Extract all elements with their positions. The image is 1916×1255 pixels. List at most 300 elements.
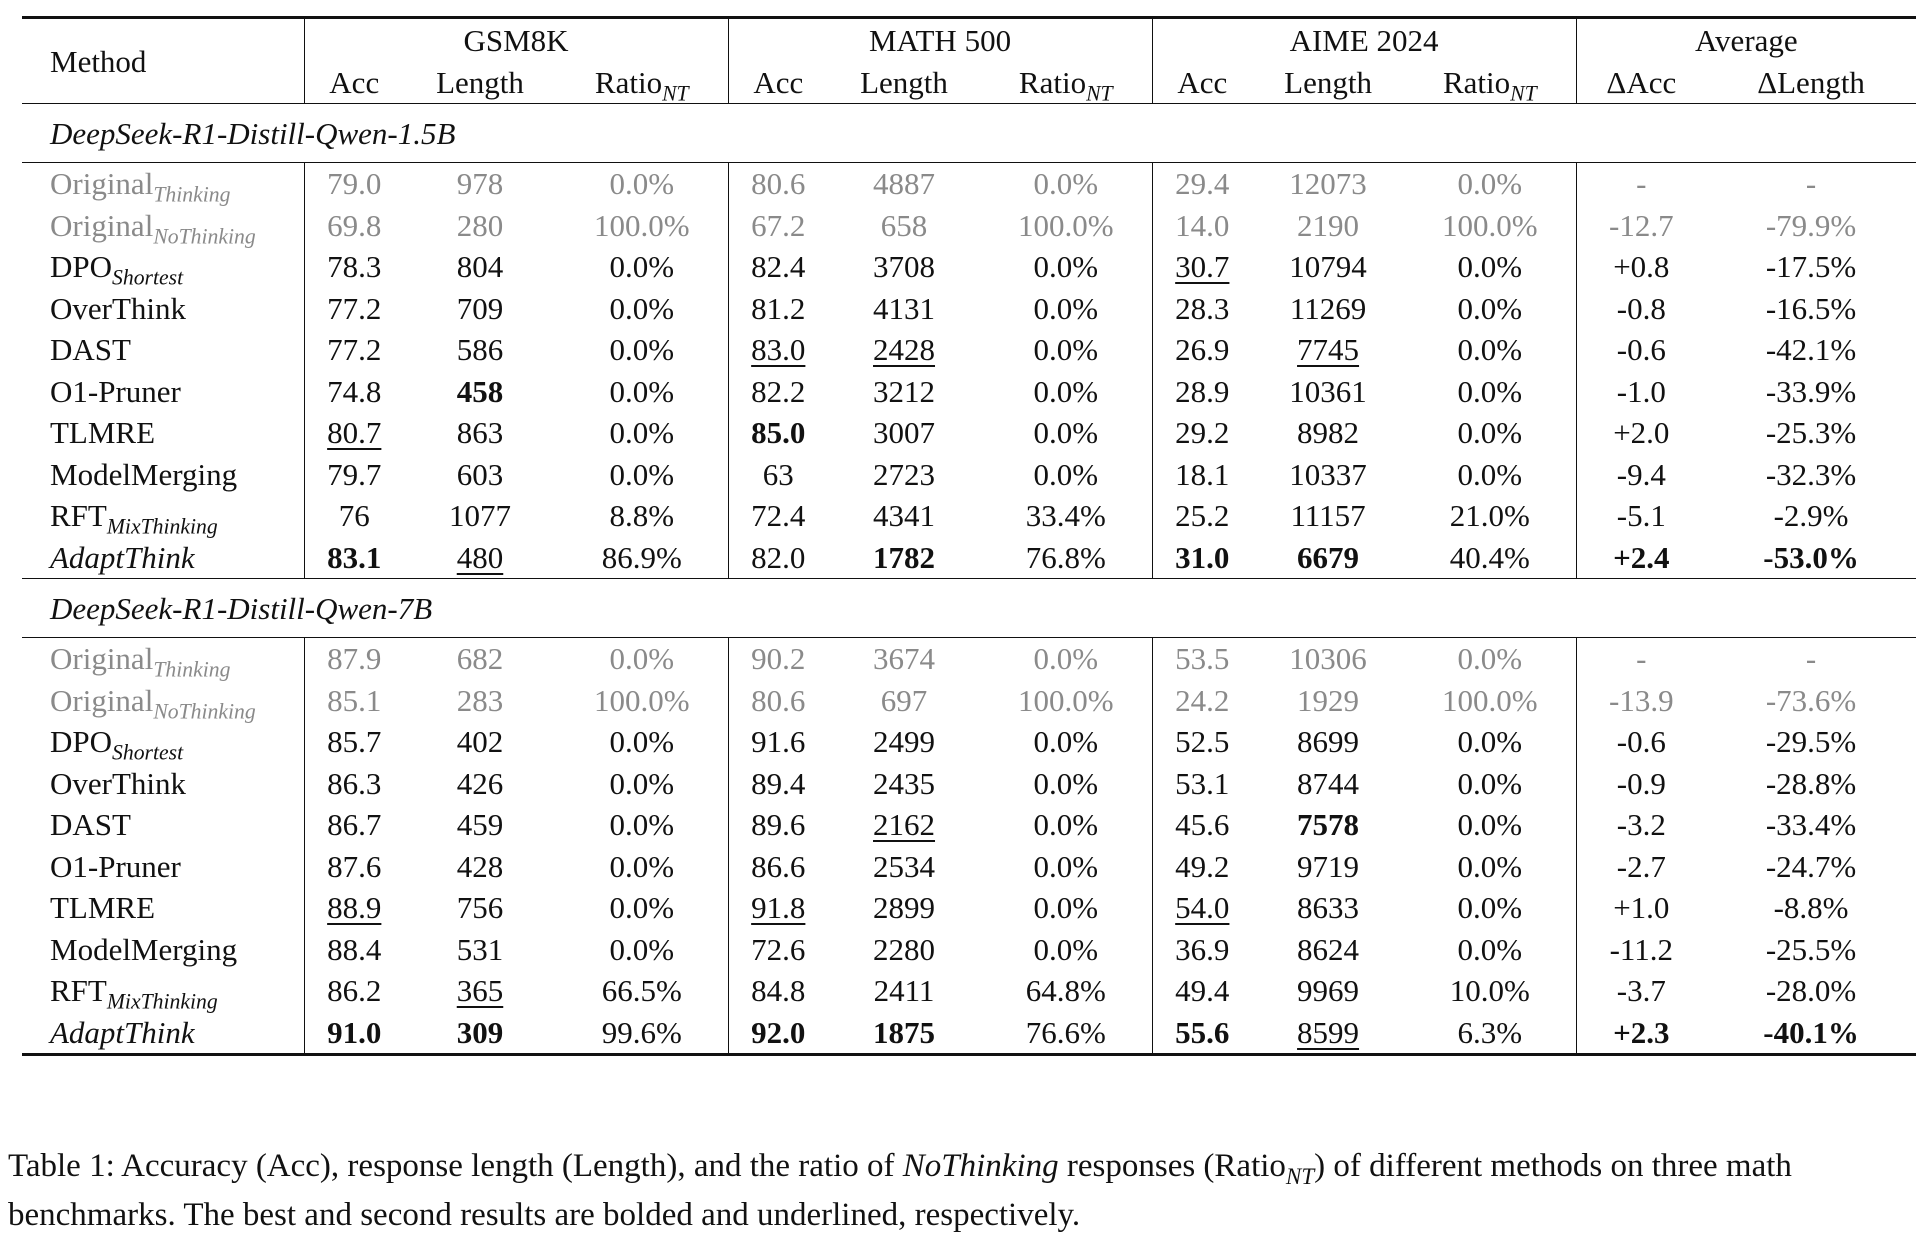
table-cell (1404, 371, 1576, 413)
cell-value: 10337 (1289, 456, 1367, 492)
table-cell (1576, 970, 1706, 1012)
method-name-base: TLMRE (50, 890, 156, 926)
cell-value: 10361 (1289, 373, 1367, 409)
table-cell (980, 970, 1152, 1012)
cell-value: +1.0 (1613, 890, 1670, 926)
cell-value: -16.5% (1765, 290, 1857, 326)
table-cell (980, 412, 1152, 454)
method-name (22, 638, 304, 680)
method-name-base: RFT (50, 973, 107, 1009)
table-cell (728, 887, 828, 929)
cell-value: 0.0% (1457, 641, 1523, 677)
table-cell (404, 721, 556, 763)
table-cell (304, 929, 404, 971)
table-cell (1576, 329, 1706, 371)
cell-value: 10.0% (1449, 973, 1530, 1009)
ratio-header-sub: NT (1510, 81, 1537, 106)
cell-value: -28.0% (1765, 973, 1857, 1009)
table-cell (980, 763, 1152, 805)
cell-value: 2162 (873, 807, 936, 843)
cell-value: 458 (456, 373, 504, 409)
cell-value: 0.0% (609, 641, 675, 677)
table-cell (404, 846, 556, 888)
ratio-header (980, 61, 1152, 104)
cell-value: 28.9 (1175, 373, 1230, 409)
method-name-base: Original (50, 207, 154, 243)
table-cell (728, 246, 828, 288)
caption-emphasis: NoThinking (902, 1148, 1059, 1184)
cell-value: 30.7 (1175, 249, 1230, 285)
table-cell (304, 454, 404, 496)
cell-value: 1782 (873, 539, 936, 575)
method-name-base: TLMRE (50, 415, 156, 451)
table-cell (556, 1012, 728, 1055)
table-cell (980, 887, 1152, 929)
table-cell (980, 371, 1152, 413)
table-cell (304, 371, 404, 413)
table-cell (1404, 846, 1576, 888)
method-name (22, 163, 304, 205)
cell-value: +2.3 (1613, 1014, 1670, 1050)
cell-value: 0.0% (609, 332, 675, 368)
table-cell (304, 1012, 404, 1055)
table-cell (728, 721, 828, 763)
table-cell (728, 638, 828, 680)
table-cell (304, 246, 404, 288)
table-cell (1404, 721, 1576, 763)
table-cell (1576, 371, 1706, 413)
table-row (22, 412, 1916, 454)
cell-value: 0.0% (1033, 765, 1099, 801)
cell-value: 100.0% (1017, 682, 1114, 718)
cell-value: 0.0% (1033, 807, 1099, 843)
table-cell (980, 495, 1152, 537)
table-caption (8, 1142, 1823, 1240)
cell-value: 49.4 (1175, 973, 1230, 1009)
cell-value: 83.1 (327, 539, 382, 575)
table-cell (1404, 970, 1576, 1012)
method-name (22, 929, 304, 971)
cell-value: 40.4% (1449, 539, 1530, 575)
method-name (22, 412, 304, 454)
table-cell (304, 638, 404, 680)
table-row (22, 638, 1916, 680)
cell-value: -73.6% (1765, 682, 1857, 718)
table-cell (404, 288, 556, 330)
method-name-subscript: Shortest (112, 740, 184, 765)
ratio-header (556, 61, 728, 104)
table-cell (1576, 887, 1706, 929)
table-cell (556, 638, 728, 680)
cell-value: 26.9 (1175, 332, 1230, 368)
table-cell (556, 329, 728, 371)
table-cell (728, 288, 828, 330)
method-name (22, 1012, 304, 1055)
table-cell (1404, 246, 1576, 288)
cell-value: -53.0% (1763, 539, 1859, 575)
cell-value: 2499 (873, 724, 936, 760)
cell-value: 0.0% (609, 724, 675, 760)
cell-value: 80.6 (751, 166, 806, 202)
table-cell (1252, 846, 1404, 888)
table-cell (556, 454, 728, 496)
cell-value: 0.0% (609, 890, 675, 926)
cell-value: 25.2 (1175, 498, 1230, 534)
method-name (22, 288, 304, 330)
table-cell (828, 1012, 980, 1055)
table-cell (1252, 371, 1404, 413)
method-name (22, 454, 304, 496)
table-cell (1252, 246, 1404, 288)
table-cell (1706, 412, 1916, 454)
table-cell (556, 288, 728, 330)
group-header-row (22, 579, 1916, 638)
cell-value: 0.0% (609, 166, 675, 202)
cell-value: -25.5% (1765, 931, 1857, 967)
delta-acc-header: ΔAcc (1606, 64, 1677, 100)
table-cell (404, 246, 556, 288)
table-cell (980, 163, 1152, 205)
method-name-base: DAST (50, 332, 131, 368)
table-cell (1152, 1012, 1252, 1055)
cell-value: 2534 (873, 848, 936, 884)
results-table (22, 16, 1916, 1056)
table-cell (1252, 929, 1404, 971)
table-cell (980, 804, 1152, 846)
cell-value: 85.1 (327, 682, 382, 718)
cell-value: 78.3 (327, 249, 382, 285)
cell-value: 283 (456, 682, 504, 718)
table-cell (828, 887, 980, 929)
cell-value: 100.0% (1442, 682, 1538, 718)
cell-value: -0.6 (1616, 332, 1666, 368)
cell-value: 8744 (1297, 765, 1360, 801)
table-cell (828, 495, 980, 537)
method-name-base: ModelMerging (50, 931, 238, 967)
cell-value: 100.0% (1442, 207, 1538, 243)
acc-header: Acc (753, 64, 804, 100)
cell-value: 21.0% (1449, 498, 1530, 534)
cell-value: 2280 (873, 931, 936, 967)
cell-value: 2428 (873, 332, 936, 368)
cell-value: 2435 (873, 765, 936, 801)
table-cell (556, 804, 728, 846)
table-cell (404, 329, 556, 371)
method-column-header: Method (22, 18, 304, 104)
table-row (22, 454, 1916, 496)
table-row (22, 371, 1916, 413)
table-cell (404, 537, 556, 579)
table-cell (1152, 638, 1252, 680)
method-name (22, 846, 304, 888)
table-cell (1152, 371, 1252, 413)
cell-value: 31.0 (1175, 539, 1230, 575)
table-cell (1576, 846, 1706, 888)
table-row (22, 680, 1916, 722)
cell-value: -33.9% (1765, 373, 1857, 409)
cell-value: 8633 (1297, 890, 1360, 926)
cell-value: 9969 (1297, 973, 1360, 1009)
table-cell (1404, 929, 1576, 971)
cell-value: 280 (456, 207, 504, 243)
cell-value: 86.2 (327, 973, 382, 1009)
cell-value: 8.8% (609, 498, 675, 534)
table-cell (304, 205, 404, 247)
cell-value: 0.0% (1457, 724, 1523, 760)
cell-value: 91.8 (751, 890, 806, 926)
table-cell (1152, 929, 1252, 971)
table-cell (404, 163, 556, 205)
table-cell (1576, 804, 1706, 846)
method-name (22, 804, 304, 846)
table-cell (1152, 970, 1252, 1012)
cell-value: 90.2 (751, 641, 806, 677)
table-cell (728, 495, 828, 537)
table-cell (556, 495, 728, 537)
cell-value: 89.4 (751, 765, 806, 801)
cell-value: 4887 (873, 166, 936, 202)
acc-header: Acc (1177, 64, 1228, 100)
cell-value: 100.0% (593, 207, 690, 243)
table-cell (728, 412, 828, 454)
table-cell (556, 846, 728, 888)
table-cell (1576, 763, 1706, 805)
method-name-base: O1-Pruner (50, 373, 181, 409)
table-cell (304, 163, 404, 205)
table-row (22, 288, 1916, 330)
cell-value: 85.0 (751, 415, 806, 451)
cell-value: -25.3% (1765, 415, 1857, 451)
cell-value: 428 (456, 848, 504, 884)
cell-value: 6.3% (1457, 1014, 1523, 1050)
table-cell (1576, 412, 1706, 454)
table-cell (1252, 680, 1404, 722)
cell-value: 100.0% (1017, 207, 1114, 243)
cell-value: 0.0% (1033, 890, 1099, 926)
table-cell (1706, 929, 1916, 971)
cell-value: 76.8% (1025, 539, 1106, 575)
table-cell (728, 929, 828, 971)
table-cell (1152, 680, 1252, 722)
table-cell (1252, 537, 1404, 579)
cell-value: 0.0% (1457, 807, 1523, 843)
table-cell (980, 721, 1152, 763)
cell-value: 77.2 (327, 332, 382, 368)
method-name-base: Original (50, 682, 154, 718)
cell-value: 83.0 (751, 332, 806, 368)
cell-value: 3708 (873, 249, 936, 285)
table-row (22, 205, 1916, 247)
table-cell (1404, 329, 1576, 371)
cell-value: 804 (456, 249, 504, 285)
benchmark-header-math500: MATH 500 (728, 18, 1152, 62)
cell-value: 45.6 (1175, 807, 1230, 843)
cell-value: 1077 (449, 498, 511, 534)
table-cell (1404, 495, 1576, 537)
method-name-base: OverThink (50, 765, 187, 801)
cell-value: -13.9 (1609, 682, 1674, 718)
cell-value: 8982 (1297, 415, 1360, 451)
table-cell (404, 887, 556, 929)
table-cell (1152, 846, 1252, 888)
cell-value: 0.0% (609, 290, 675, 326)
table-cell (828, 929, 980, 971)
table-cell (404, 929, 556, 971)
method-name-base: Original (50, 166, 154, 202)
table-cell (728, 454, 828, 496)
cell-value: 74.8 (327, 373, 382, 409)
cell-value: 76.6% (1025, 1014, 1106, 1050)
cell-value: 91.0 (327, 1014, 382, 1050)
table-cell (304, 721, 404, 763)
cell-value: 86.3 (327, 765, 382, 801)
cell-value: 863 (456, 415, 504, 451)
cell-value: 1929 (1297, 682, 1360, 718)
table-cell (728, 371, 828, 413)
table-cell (1152, 205, 1252, 247)
table-cell (828, 246, 980, 288)
table-cell (980, 329, 1152, 371)
table-cell (404, 495, 556, 537)
ratio-header-base: Ratio (594, 64, 663, 100)
cell-value: 87.6 (327, 848, 382, 884)
cell-value: 80.6 (751, 682, 806, 718)
table-cell (828, 638, 980, 680)
table-cell (1404, 163, 1576, 205)
cell-value: 33.4% (1025, 498, 1106, 534)
table-cell (556, 929, 728, 971)
benchmark-header-gsm8k: GSM8K (304, 18, 728, 62)
table-cell (556, 246, 728, 288)
table-cell (728, 329, 828, 371)
table-cell (1404, 454, 1576, 496)
table-cell (556, 680, 728, 722)
method-name (22, 721, 304, 763)
cell-value: -28.8% (1765, 765, 1857, 801)
cell-value: 2411 (873, 973, 935, 1009)
cell-value: 88.4 (327, 931, 382, 967)
cell-value: -17.5% (1765, 249, 1857, 285)
cell-value: 603 (456, 456, 504, 492)
cell-value: 709 (456, 290, 504, 326)
cell-value: 2899 (873, 890, 936, 926)
table-cell (404, 680, 556, 722)
table-cell (828, 763, 980, 805)
cell-value: 0.0% (1457, 332, 1523, 368)
cell-value: 10306 (1289, 641, 1367, 677)
table-cell (728, 846, 828, 888)
table-cell (1152, 246, 1252, 288)
cell-value: -24.7% (1765, 848, 1857, 884)
table-cell (556, 205, 728, 247)
method-name (22, 680, 304, 722)
table-cell (1706, 680, 1916, 722)
cell-value: 4341 (873, 498, 936, 534)
cell-value: 88.9 (327, 890, 382, 926)
cell-value: 3007 (873, 415, 936, 451)
method-name-base: DPO (50, 249, 113, 285)
cell-value: 53.1 (1175, 765, 1230, 801)
table-cell (728, 804, 828, 846)
cell-value: 697 (880, 682, 928, 718)
cell-value: 63 (762, 456, 794, 492)
table-cell (1152, 763, 1252, 805)
group-header-row (22, 104, 1916, 163)
table-cell (828, 205, 980, 247)
cell-value: 11157 (1290, 498, 1366, 534)
method-name (22, 495, 304, 537)
method-name (22, 537, 304, 579)
table-row (22, 929, 1916, 971)
cell-value: 0.0% (1457, 415, 1523, 451)
cell-value: -8.8% (1773, 890, 1849, 926)
table-cell (980, 288, 1152, 330)
method-name-base: Original (50, 641, 154, 677)
method-name-subscript: Thinking (153, 182, 231, 207)
table-cell (556, 163, 728, 205)
table-cell (304, 412, 404, 454)
cell-value: 3212 (873, 373, 936, 409)
method-name-subscript: MixThinking (106, 514, 218, 539)
cell-value: -2.9% (1773, 498, 1849, 534)
cell-value: -9.4 (1616, 456, 1666, 492)
cell-value: 682 (456, 641, 504, 677)
ratio-header-base: Ratio (1018, 64, 1087, 100)
delta-length-header: ΔLength (1757, 64, 1865, 100)
cell-value: 84.8 (751, 973, 806, 1009)
cell-value: 0.0% (609, 373, 675, 409)
cell-value: 0.0% (609, 415, 675, 451)
cell-value: -79.9% (1765, 207, 1857, 243)
table-cell (1706, 329, 1916, 371)
cell-value: 54.0 (1175, 890, 1230, 926)
cell-value: - (1805, 166, 1817, 202)
cell-value: +2.4 (1613, 539, 1670, 575)
table-cell (1706, 246, 1916, 288)
cell-value: 1875 (873, 1014, 936, 1050)
table-cell (1252, 638, 1404, 680)
table-cell (1152, 163, 1252, 205)
table-cell (1706, 288, 1916, 330)
table-cell (404, 205, 556, 247)
cell-value: 77.2 (327, 290, 382, 326)
method-name (22, 246, 304, 288)
ratio-header-base: Ratio (1442, 64, 1511, 100)
table-cell (1152, 804, 1252, 846)
cell-value: 29.4 (1175, 166, 1230, 202)
cell-value: 0.0% (1457, 290, 1523, 326)
table-cell (404, 638, 556, 680)
cell-value: 28.3 (1175, 290, 1230, 326)
cell-value: 0.0% (1457, 931, 1523, 967)
method-name (22, 329, 304, 371)
cell-value: 53.5 (1175, 641, 1230, 677)
table-cell (1404, 288, 1576, 330)
cell-value: 2723 (873, 456, 936, 492)
table-row (22, 495, 1916, 537)
cell-value: 12073 (1289, 166, 1367, 202)
cell-value: 0.0% (1033, 290, 1099, 326)
cell-value: -2.7 (1616, 848, 1666, 884)
average-header: Average (1576, 18, 1916, 62)
table-cell (1404, 205, 1576, 247)
cell-value: 9719 (1297, 848, 1360, 884)
table-cell (1152, 412, 1252, 454)
table-cell (556, 970, 728, 1012)
cell-value: 18.1 (1175, 456, 1230, 492)
cell-value: 309 (456, 1014, 504, 1050)
table-cell (1252, 454, 1404, 496)
